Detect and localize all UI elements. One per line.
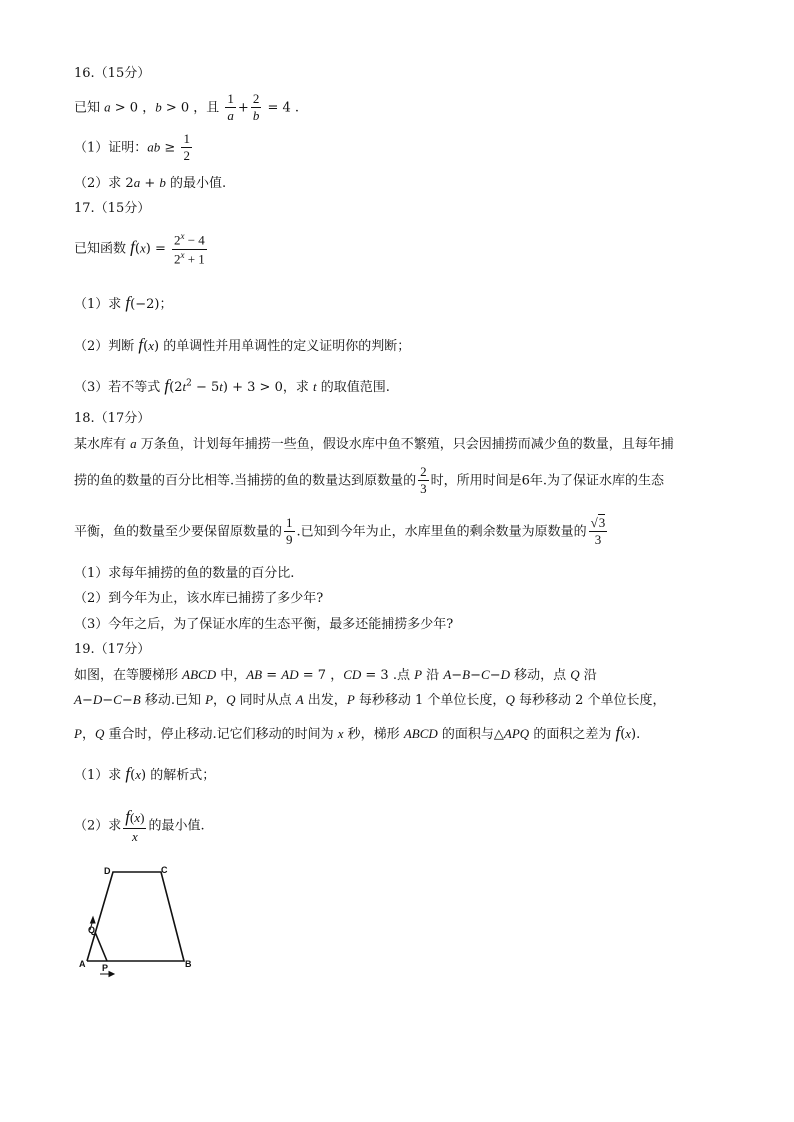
q18-part3: （3）今年之后，为了保证水库的生态平衡，最多还能捕捞多少年? [74,617,454,632]
q18-line1: 某水库有 a 万条鱼，计划每年捕捞一些鱼，假设水库中鱼不繁殖，只会因捕捞而减少鱼的数量，且每年捕 [74,436,674,452]
q17-part3: （3）若不等式 $f(2t^2 - 5t) + 3 > 0$，求 t 的取值范围. [74,376,390,395]
q19-line2: A−D−C−B 移动.已知 P，Q 同时从点 A 出发，P 每秒移动 1 个单位长度，Q 每秒移动 2 个单位长度， [74,692,666,708]
q18-part1: （1）求每年捕捞的鱼的数量的百分比. [74,566,295,581]
q17-part2: （2）判断 f(x) 的单调性并用单调性的定义证明你的判断； [74,335,411,354]
q19-part2: （2）求 $\frac{f(x)}{x}$ 的最小值. [74,807,205,844]
label-p: P [102,963,109,973]
q19-line3: P，Q 重合时，停止移动.记它们移动的时间为 x 秒，梯形 ABCD 的面积与△APQ 的面积之差为 f(x). [74,723,641,742]
trapezoid-figure [72,860,212,985]
q18-header: 18.（17分） [74,411,151,426]
q18-line2: 捞的鱼的数量的百分比相等.当捕捞的鱼的数量达到原数量的 $\frac{2}{3}$ 时，所用时间是6年.为了保证水库的生态 [74,464,665,497]
label-q: Q [88,925,96,935]
q17-header: 17.（15分） [74,201,151,216]
q19-line1: 如图，在等腰梯形 ABCD 中，AB = AD = 7 ，CD = 3 .点 P 沿 A−B−C−D 移动，点 Q 沿 [74,667,597,683]
q18-line3: 平衡，鱼的数量至少要保留原数量的 $\frac{1}{9}$ .已知到今年为止，水库里鱼的剩余数量为原数量的 $\frac{√3}{3}$ [74,515,606,548]
q18-part2: （2）到今年为止，该水库已捕捞了多少年? [74,591,324,606]
q16-part2: （2）求 2a + b 的最小值. [74,175,227,191]
label-a: A [79,959,86,969]
q17-intro: 已知函数 f(x) = $\frac{2^x - 4}{2^x + 1}$ [74,231,205,266]
q16-part1: （1）证明：ab ≥ $\frac{1}{2}$ [74,131,190,164]
q17-part1: （1）求 f(−2)； [74,293,173,312]
label-d: D [104,866,111,876]
q16-intro: 已知 a > 0 ，b > 0 ，且 $\frac{1}{a}$ + $\frac{2}{b}$ = 4 . [74,91,300,124]
segment-pq [95,932,107,961]
q16-header: 16.（15分） [74,66,151,81]
label-c: C [161,865,168,875]
label-b: B [185,959,192,969]
q19-header: 19.（17分） [74,642,151,657]
q19-part1: （1）求 f(x) 的解析式； [74,764,216,783]
